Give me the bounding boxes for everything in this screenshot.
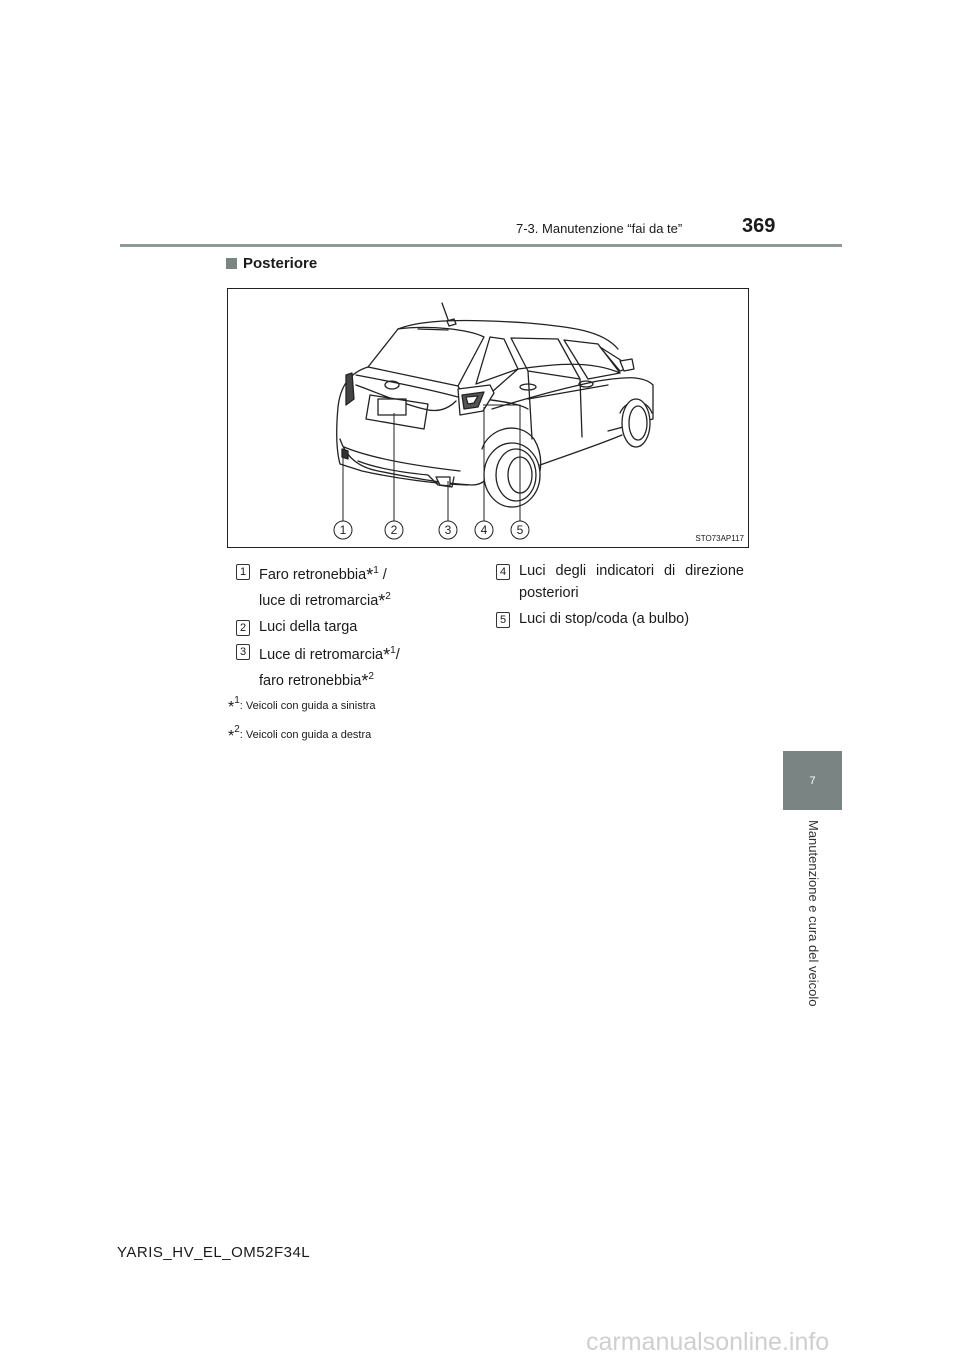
callout-3: 3: [444, 523, 452, 537]
callout-2: 2: [390, 523, 398, 537]
num-badge-4: 4: [496, 564, 510, 580]
legend-1-text-c: luce di retromarcia: [259, 593, 379, 609]
footnote-2: [228, 719, 376, 748]
footnote-2-text: : Veicoli con guida a destra: [239, 729, 372, 741]
legend-4-text: Luci degli indicatori di direzione posteriori: [519, 563, 744, 601]
footnote-1: [228, 690, 376, 719]
num-badge-2: 2: [236, 620, 250, 636]
star: *: [228, 699, 235, 716]
footnote-1-text: : Veicoli con guida a sinistra: [239, 700, 376, 712]
star: *: [361, 671, 369, 691]
callout-4: 4: [480, 523, 488, 537]
legend-left: [226, 560, 456, 693]
star: *: [228, 728, 235, 745]
header-section-title: 7-3. Manutenzione “fai da te”: [516, 221, 683, 236]
legend-3-sup-a: 1: [390, 645, 396, 656]
rear-lights-figure: [227, 288, 749, 548]
figure-code: STO73AP117: [695, 534, 744, 543]
callout-1: 1: [339, 523, 347, 537]
legend-right: [486, 560, 744, 631]
legend-3-sup-c: 2: [368, 671, 374, 682]
star: *: [378, 591, 386, 611]
callout-5: 5: [516, 523, 524, 537]
footer-code: YARIS_HV_EL_OM52F34L: [117, 1244, 311, 1261]
num-badge-3: 3: [236, 644, 250, 660]
watermark: carmanualsonline.info: [586, 1328, 830, 1356]
car-rear-illustration: [228, 289, 750, 549]
star: *: [366, 565, 374, 585]
section-heading-text: Posteriore: [243, 255, 318, 272]
footnote-2-sup: 2: [234, 724, 240, 735]
legend-1-text-b: /: [378, 567, 387, 583]
page-number: 369: [742, 215, 776, 237]
star: *: [383, 645, 391, 665]
chapter-tab: 7: [783, 751, 842, 810]
legend-3-text-c: faro retronebbia: [259, 673, 362, 689]
heading-square-icon: [226, 258, 237, 269]
footnote-1-sup: 1: [234, 695, 240, 706]
legend-3-text-b: /: [395, 647, 400, 663]
section-heading: [226, 255, 317, 272]
legend-1-text-a: Faro retronebbia: [259, 567, 367, 583]
legend-item-2: [226, 616, 456, 638]
legend-3-text-a: Luce di retromarcia: [259, 647, 384, 663]
legend-5-text: Luci di stop/coda (a bulbo): [519, 611, 690, 627]
legend-item-3: [226, 640, 456, 692]
legend-item-4: [486, 560, 744, 604]
chapter-side-label: Manutenzione e cura del veicolo: [806, 820, 821, 1007]
legend-item-1: [226, 560, 456, 612]
footnotes: [228, 690, 376, 748]
legend-1-sup-a: 1: [373, 565, 379, 576]
num-badge-5: 5: [496, 612, 510, 628]
legend-item-5: [486, 608, 744, 630]
num-badge-1: 1: [236, 564, 250, 580]
legend-2-text: Luci della targa: [259, 619, 358, 635]
legend-1-sup-c: 2: [385, 591, 391, 602]
header-rule: [120, 244, 842, 247]
